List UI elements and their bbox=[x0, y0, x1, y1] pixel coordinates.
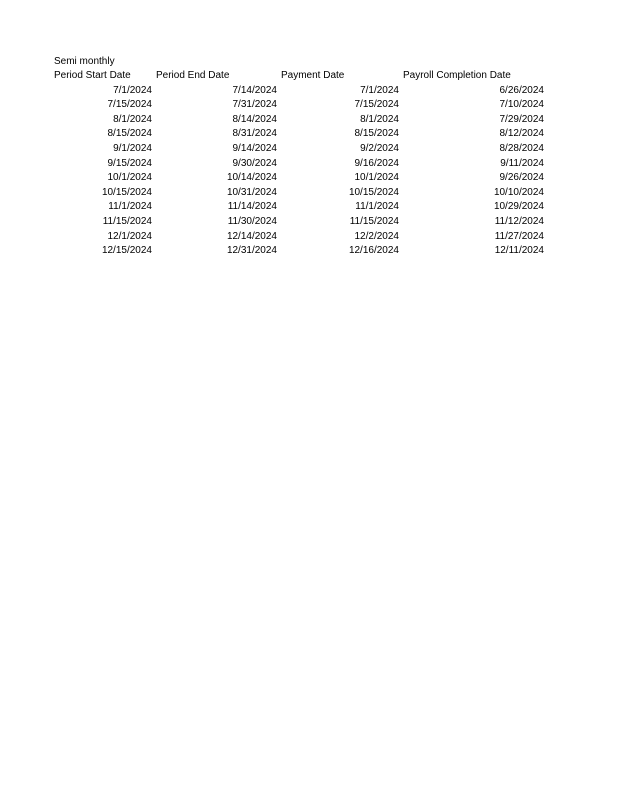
header-payroll-completion-date: Payroll Completion Date bbox=[403, 70, 511, 81]
payroll-schedule-table bbox=[52, 69, 546, 259]
table-row bbox=[52, 230, 546, 245]
period-start-date-cell: 7/1/2024 bbox=[113, 84, 152, 96]
period-start-date-cell: 11/15/2024 bbox=[102, 215, 152, 227]
payroll-completion-date-cell: 8/28/2024 bbox=[499, 142, 544, 154]
header-period-end-date: Period End Date bbox=[156, 70, 230, 81]
period-end-date-cell: 10/31/2024 bbox=[226, 186, 277, 198]
payment-date-cell: 11/15/2024 bbox=[349, 215, 399, 227]
payroll-completion-date-cell: 11/27/2024 bbox=[494, 230, 544, 242]
table-row bbox=[52, 244, 546, 259]
payment-date-cell: 9/16/2024 bbox=[354, 157, 399, 169]
period-start-date-cell: 7/15/2024 bbox=[107, 99, 152, 111]
period-end-date-cell: 7/31/2024 bbox=[232, 99, 277, 111]
period-start-date-cell: 9/15/2024 bbox=[107, 157, 152, 169]
table-row bbox=[52, 186, 546, 201]
period-start-date-cell: 8/1/2024 bbox=[113, 113, 152, 125]
period-start-date-cell: 10/15/2024 bbox=[101, 186, 152, 198]
period-end-date-cell: 12/31/2024 bbox=[226, 245, 277, 257]
payroll-completion-date-cell: 7/10/2024 bbox=[499, 99, 544, 111]
period-start-date-cell: 12/15/2024 bbox=[101, 245, 152, 257]
payroll-completion-date-cell: 6/26/2024 bbox=[499, 84, 544, 96]
payment-date-cell: 7/15/2024 bbox=[354, 99, 399, 111]
payment-date-cell: 8/1/2024 bbox=[360, 113, 399, 125]
period-start-date-cell: 11/1/2024 bbox=[108, 201, 152, 213]
table-row bbox=[52, 215, 546, 230]
payment-date-cell: 12/2/2024 bbox=[354, 230, 399, 242]
period-end-date-cell: 7/14/2024 bbox=[232, 84, 277, 96]
payment-date-cell: 10/1/2024 bbox=[354, 172, 399, 184]
payment-date-cell: 7/1/2024 bbox=[360, 84, 399, 96]
payroll-completion-date-cell: 10/29/2024 bbox=[493, 201, 544, 213]
table-row bbox=[52, 142, 546, 157]
payroll-completion-date-cell: 10/10/2024 bbox=[493, 186, 544, 198]
payroll-completion-date-cell: 9/26/2024 bbox=[499, 172, 544, 184]
table-row bbox=[52, 200, 546, 215]
payment-date-cell: 11/1/2024 bbox=[355, 201, 399, 213]
table-row bbox=[52, 157, 546, 172]
period-end-date-cell: 8/31/2024 bbox=[232, 128, 277, 140]
payroll-completion-date-cell: 12/11/2024 bbox=[494, 245, 544, 257]
payroll-completion-date-cell: 7/29/2024 bbox=[499, 113, 544, 125]
table-row bbox=[52, 113, 546, 128]
payment-date-cell: 10/15/2024 bbox=[348, 186, 399, 198]
period-end-date-cell: 8/14/2024 bbox=[232, 113, 277, 125]
period-end-date-cell: 10/14/2024 bbox=[226, 172, 277, 184]
payroll-completion-date-cell: 8/12/2024 bbox=[499, 128, 544, 140]
table-row bbox=[52, 84, 546, 99]
payment-date-cell: 12/16/2024 bbox=[348, 245, 399, 257]
period-end-date-cell: 9/30/2024 bbox=[232, 157, 277, 169]
table-row bbox=[52, 98, 546, 113]
period-start-date-cell: 8/15/2024 bbox=[107, 128, 152, 140]
table-row bbox=[52, 171, 546, 186]
payroll-completion-date-cell: 11/12/2024 bbox=[494, 215, 544, 227]
period-end-date-cell: 11/30/2024 bbox=[227, 215, 277, 227]
period-start-date-cell: 9/1/2024 bbox=[113, 142, 152, 154]
period-start-date-cell: 12/1/2024 bbox=[107, 230, 152, 242]
payment-date-cell: 9/2/2024 bbox=[360, 142, 399, 154]
payroll-completion-date-cell: 9/11/2024 bbox=[500, 157, 544, 169]
table-row bbox=[52, 127, 546, 142]
header-row bbox=[52, 69, 546, 84]
payment-date-cell: 8/15/2024 bbox=[354, 128, 399, 140]
period-start-date-cell: 10/1/2024 bbox=[107, 172, 152, 184]
header-period-start-date: Period Start Date bbox=[54, 70, 131, 81]
schedule-caption: Semi monthly bbox=[54, 56, 115, 67]
period-end-date-cell: 11/14/2024 bbox=[227, 201, 277, 213]
header-payment-date: Payment Date bbox=[281, 70, 345, 81]
period-end-date-cell: 12/14/2024 bbox=[226, 230, 277, 242]
period-end-date-cell: 9/14/2024 bbox=[232, 142, 277, 154]
